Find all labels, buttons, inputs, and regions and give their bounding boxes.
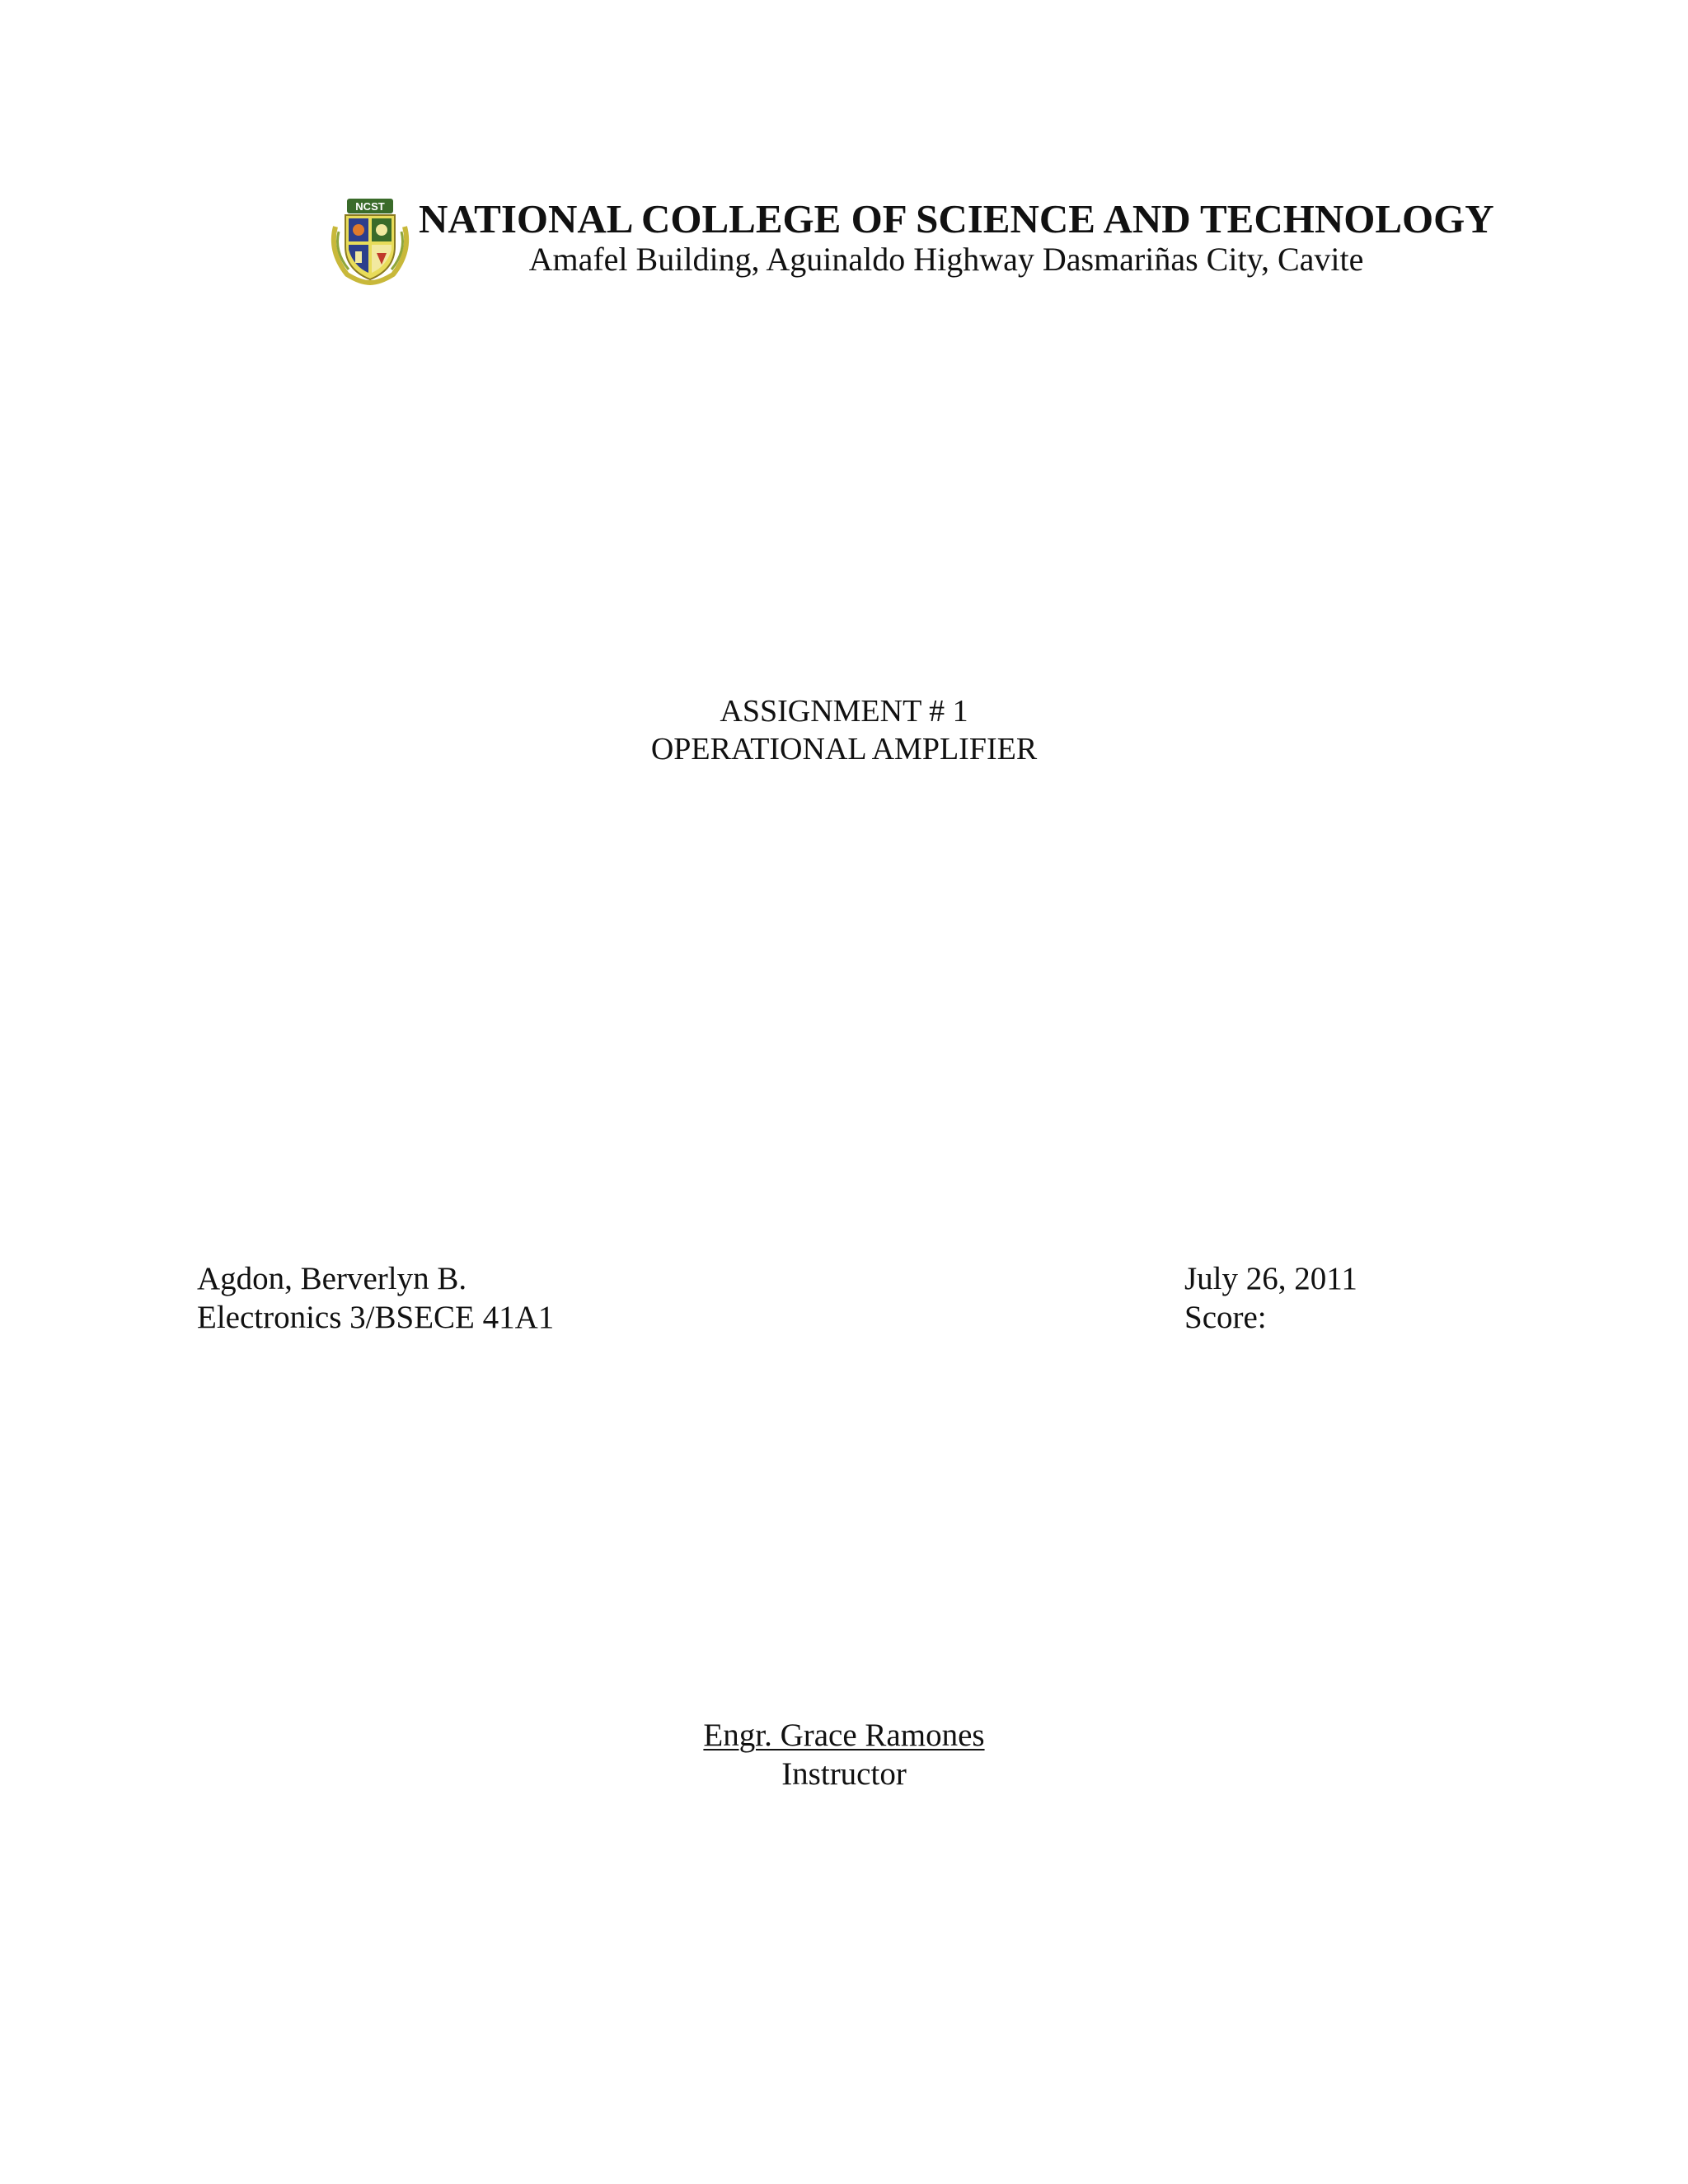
instructor-name: Engr. Grace Ramones xyxy=(703,1718,985,1753)
ncst-seal-logo xyxy=(324,194,416,286)
score-label: Score: xyxy=(1184,1300,1267,1335)
institution-name: NATIONAL COLLEGE OF SCIENCE AND TECHNOLOGY xyxy=(419,196,1494,241)
instructor-info xyxy=(597,1716,1091,1793)
student-name: Agdon, Berverlyn B. xyxy=(197,1261,467,1296)
title-block xyxy=(432,692,1256,768)
assignment-topic: OPERATIONAL AMPLIFIER xyxy=(650,732,1038,766)
student-info xyxy=(197,1259,554,1337)
course-section: Electronics 3/BSECE 41A1 xyxy=(197,1300,555,1335)
submission-date: July 26, 2011 xyxy=(1184,1261,1357,1296)
assignment-number: ASSIGNMENT # 1 xyxy=(720,694,968,729)
submission-meta xyxy=(1184,1259,1357,1337)
svg-text:NCST: NCST xyxy=(355,200,385,213)
institution-address: Amafel Building, Aguinaldo Highway Dasmariñas City, Cavite xyxy=(528,241,1364,278)
instructor-role: Instructor xyxy=(781,1756,907,1792)
